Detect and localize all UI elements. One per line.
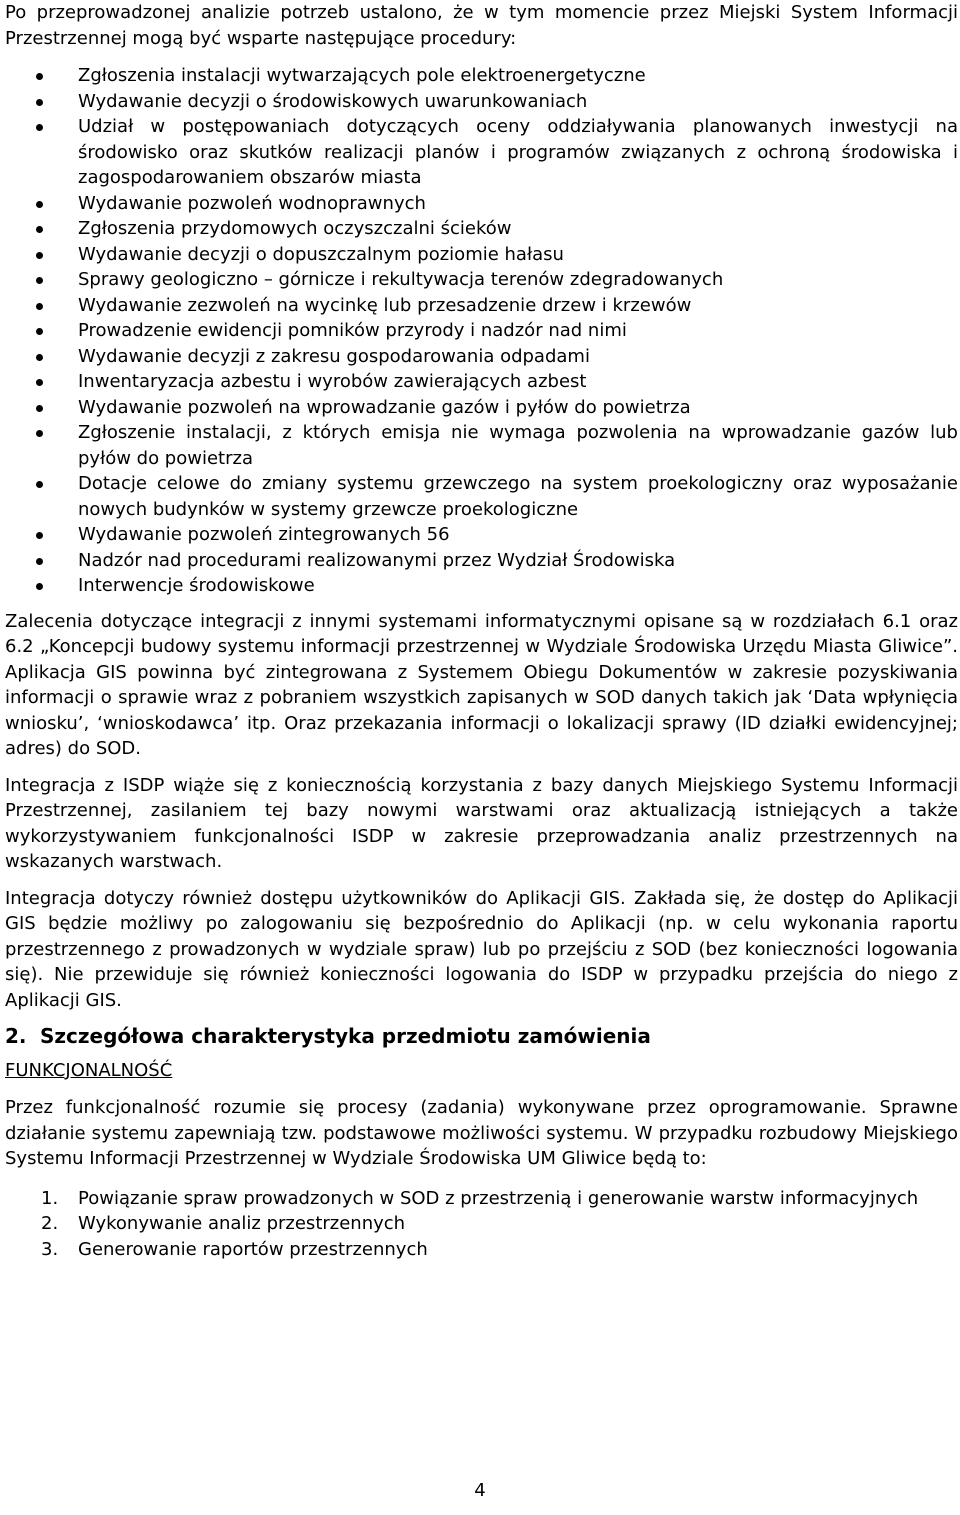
functions-list <box>5 1186 958 1263</box>
list-item: Dotacje celowe do zmiany systemu grzewczego na system proekologiczny oraz wyposażanie nowych budynków w systemy grzewcze proekologiczne <box>5 471 958 522</box>
list-item: Wydawanie pozwoleń zintegrowanych 56 <box>5 522 958 548</box>
item-number: 2. <box>41 1213 59 1234</box>
list-item: Zgłoszenie instalacji, z których emisja nie wymaga pozwolenia na wprowadzanie gazów lub pyłów do powietrza <box>5 420 958 471</box>
bullet-icon <box>36 430 43 437</box>
list-item: Wydawanie decyzji o środowiskowych uwarunkowaniach <box>5 89 958 115</box>
bullet-icon <box>36 583 43 590</box>
bullet-icon <box>36 328 43 335</box>
list-item: 1. Powiązanie spraw prowadzonych w SOD z przestrzenią i generowanie warstw informacyjnych <box>5 1186 958 1212</box>
procedures-list <box>5 63 958 599</box>
list-item: Sprawy geologiczno – górnicze i rekultywacja terenów zdegradowanych <box>5 267 958 293</box>
bullet-icon <box>36 277 43 284</box>
isdp-paragraph: Integracja z ISDP wiąże się z koniecznością korzystania z bazy danych Miejskiego Systemu Informacji Przestrzennej, zasilaniem tej bazy nowymi warstwami oraz aktualizacją istniejących a także wykorzystywaniem funkcjonalności ISDP w zakresie przeprowadzania analiz przestrzennych na wskazanych warstwach. <box>5 774 958 872</box>
list-item: Zgłoszenia instalacji wytwarzających pole elektroenergetyczne <box>5 63 958 89</box>
bullet-icon <box>36 379 43 386</box>
functionality-paragraph: Przez funkcjonalność rozumie się procesy (zadania) wykonywane przez oprogramowanie. Sprawne działanie systemu zapewniają tzw. podstawowe możliwości systemu. W przypadku rozbudowy Miejskiego Systemu Informacji Przestrzennej w Wydziale Środowiska UM Gliwice będą to: <box>5 1097 958 1169</box>
item-number: 3. <box>41 1238 59 1260</box>
intro-paragraph: Po przeprowadzonej analizie potrzeb ustalono, że w tym momencie przez Miejski System Informacji Przestrzennej mogą być wsparte następujące procedury: <box>5 2 958 49</box>
bullet-icon <box>36 73 43 80</box>
access-paragraph: Integracja dotyczy również dostępu użytkowników do Aplikacji GIS. Zakłada się, że dostęp do Aplikacji GIS będzie możliwy po zalogowaniu się bezpośrednio do Aplikacji (np. w celu wykonania raportu przestrzennego z prowadzonych w wydziale spraw) lub po przejściu z SOD (bez konieczności logowania się). Nie przewiduje się również konieczności logowania do ISDP w przypadku przejścia do niego z Aplikacji GIS. <box>5 887 958 1011</box>
list-item: Wydawanie zezwoleń na wycinkę lub przesadzenie drzew i krzewów <box>5 293 958 319</box>
list-item: 3. Generowanie raportów przestrzennych <box>5 1237 958 1263</box>
list-item: Nadzór nad procedurami realizowanymi przez Wydział Środowiska <box>5 548 958 574</box>
bullet-icon <box>36 303 43 310</box>
list-item: Inwentaryzacja azbestu i wyrobów zawierających azbest <box>5 369 958 395</box>
bullet-icon <box>36 558 43 565</box>
integration-paragraph: Zalecenia dotyczące integracji z innymi systemami informatycznymi opisane są w rozdziałach 6.1 oraz 6.2 „Koncepcji budowy systemu informacji przestrzennej w Wydziale Środowiska Urzędu Miasta Gliwice”. Aplikacja GIS powinna być zintegrowana z Systemem Obiegu Dokumentów w zakresie pozyskiwania informacji o sprawie wraz z pobraniem wszystkich zapisanych w SOD danych takich jak ‘Data wpłynięcia wniosku’, ‘wnioskodawca’ itp. Oraz przekazania informacji o lokalizacji sprawy (ID działki ewidencyjnej; adres) do SOD. <box>5 610 958 759</box>
list-item: Prowadzenie ewidencji pomników przyrody i nadzór nad nimi <box>5 318 958 344</box>
list-item: Udział w postępowaniach dotyczących oceny oddziaływania planowanych inwestycji na środowisko oraz skutków realizacji planów i programów związanych z ochroną środowiska i zagospodarowaniem obszarów miasta <box>5 114 958 191</box>
list-item: Wydawanie pozwoleń wodnoprawnych <box>5 191 958 217</box>
bullet-icon <box>36 226 43 233</box>
bullet-icon <box>36 201 43 208</box>
list-item: Wydawanie pozwoleń na wprowadzanie gazów i pyłów do powietrza <box>5 395 958 421</box>
item-number: 1. <box>41 1187 59 1209</box>
bullet-icon <box>36 481 43 488</box>
bullet-icon <box>36 354 43 361</box>
section-heading <box>5 1024 958 1050</box>
bullet-icon <box>36 99 43 106</box>
document-page <box>5 0 958 1262</box>
section-number: 2. <box>5 1024 27 1048</box>
list-item: Zgłoszenia przydomowych oczyszczalni ścieków <box>5 216 958 242</box>
bullet-icon <box>36 532 43 539</box>
list-item: Interwencje środowiskowe <box>5 573 958 599</box>
bullet-icon <box>36 252 43 259</box>
list-item: Wydawanie decyzji z zakresu gospodarowania odpadami <box>5 344 958 370</box>
list-item: 2. Wykonywanie analiz przestrzennych <box>5 1211 958 1237</box>
section-title: Szczegółowa charakterystyka przedmiotu zamówienia <box>40 1024 651 1048</box>
list-item: Wydawanie decyzji o dopuszczalnym poziomie hałasu <box>5 242 958 268</box>
bullet-icon <box>36 405 43 412</box>
subheading: FUNKCJONALNOŚĆ <box>5 1059 173 1081</box>
page-number: 4 <box>474 1480 486 1501</box>
bullet-icon <box>36 124 43 131</box>
